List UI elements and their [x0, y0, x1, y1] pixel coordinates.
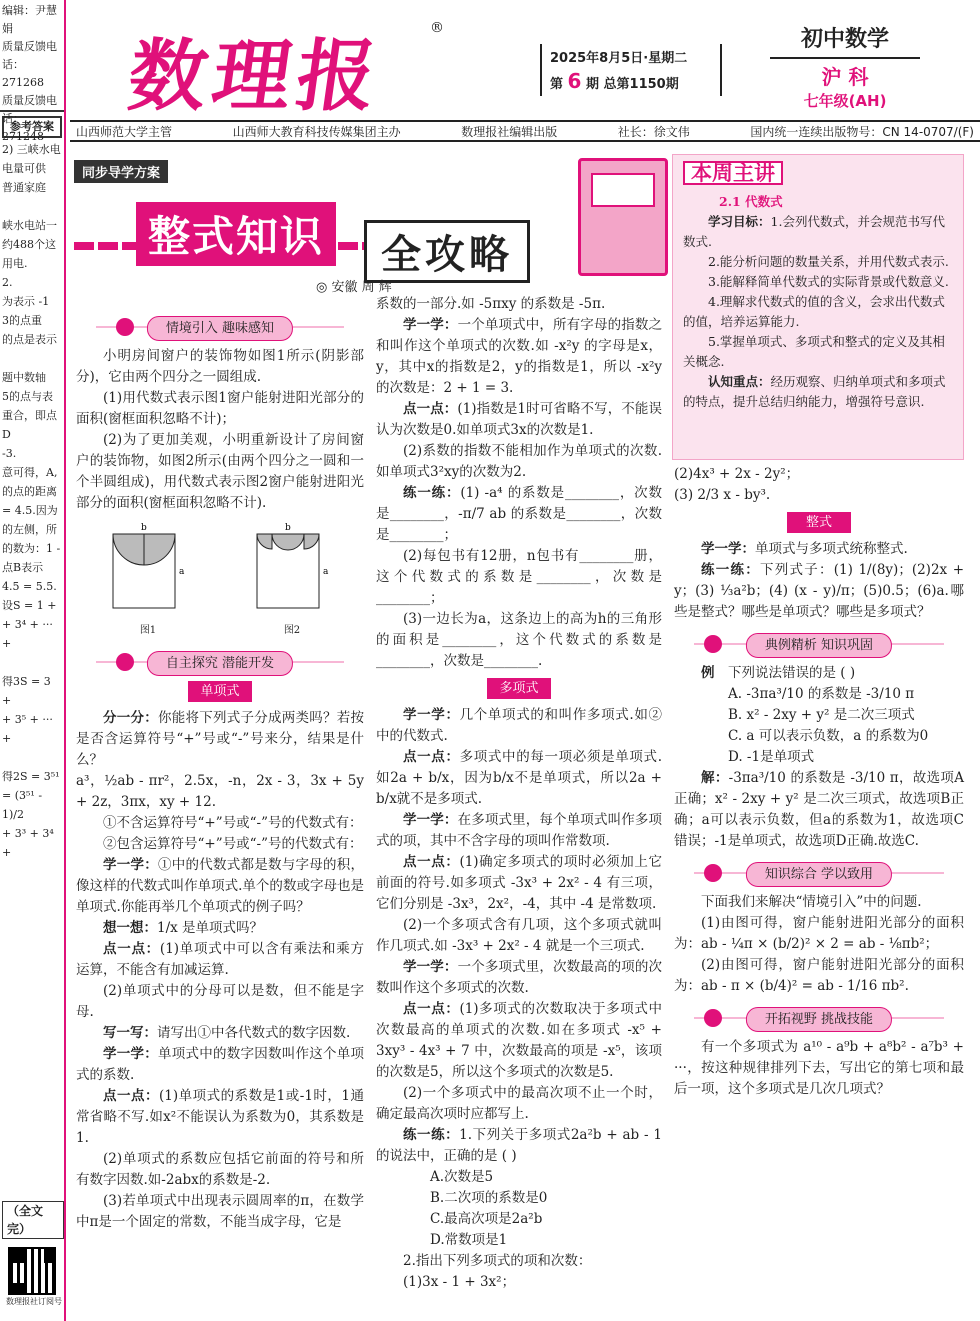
figure-caption: 图2: [283, 625, 301, 636]
issue-date: 2025年8月5日·星期二: [550, 51, 688, 66]
grade: 七年级(AH): [803, 92, 887, 110]
goal: 4.理解求代数式的值的含义，会求出代数式的值，培养运算能力.: [683, 294, 945, 329]
lead-label: 练一练：: [403, 485, 461, 501]
section-title: 情境引入 趣味感知: [147, 316, 293, 341]
option: B. x² - 2xy + y² 是二次三项式: [728, 707, 915, 723]
weekly-lecture-box: [672, 154, 964, 460]
lead-label: 学一学：: [403, 707, 460, 723]
feedback-label: 质量反馈电话：: [2, 40, 57, 71]
figure-caption: 图1: [139, 625, 157, 636]
option: B.二次项的系数是0: [430, 1190, 548, 1206]
lead-label: 学一学：: [103, 1046, 158, 1062]
subject: 初中数学: [770, 22, 920, 59]
paragraph: 多项式中的每一项必须是单项式.如2a + b/x，因为b/x不是单项式，所以2a + b/x就不是多项式.: [376, 749, 663, 807]
paragraph: (2)为了更加美观，小明重新设计了房间窗户的装饰物，如图2所示(由两个四分之一圆和一个半圆组成)，用代数式表示图2窗户能射进阳光部分的面积(窗框面积忽略不计).: [76, 432, 364, 511]
goal: 5.掌握单项式、多项式和整式的定义及其相关概念.: [683, 334, 945, 369]
lead-label: 认知重点：: [708, 374, 771, 389]
notebook-icon: [578, 158, 668, 276]
lead-label: 点一点：: [403, 401, 458, 417]
chapter-title: 2.1 代数式: [719, 194, 783, 209]
label-b: b: [141, 523, 147, 533]
issue-label: 第: [550, 77, 564, 92]
answers-fragment: 2) 三峡水电 电量可供 普通家庭 峡水电站一 约488个这 用电. 2. 为表示 -1 3的点重 的点是表示 题中数轴 5的点与表 重合，即点D -3. 意可得，A, 的点的距离 = 4.5.因为 的左侧，所 的数为：1 - 点B表示 4.5 = 5.5. 设S = 1 + + 3⁴ + ··· + 得3S = 3 + + 3⁵ + ··· + 得2S = 3⁵¹ = (3⁵¹ - 1)/2 + 3³ + 3⁴ +: [2, 143, 61, 859]
figure-1: [103, 520, 193, 641]
option: D. -1是单项式: [728, 749, 815, 765]
column-3: [674, 464, 964, 1100]
option: A.次数是5: [430, 1169, 494, 1185]
paragraph: (2)单项式中的分母可以是数，但不能是字母.: [76, 983, 364, 1020]
box-heading: 单项式: [188, 681, 252, 702]
lead-label: 点一点：: [103, 1088, 160, 1104]
label-a: a: [179, 567, 185, 577]
goal: 3.能解释简单代数式的实际背景或代数意义.: [708, 274, 949, 289]
goal: 1.会列代数式，并会规范书写代数式.: [683, 214, 945, 249]
paragraph: (1)3x - 1 + 3x²；: [403, 1274, 516, 1290]
lead-label: 学习目标：: [708, 214, 771, 229]
info-item: 山西师大教育科技传媒集团主办: [232, 124, 401, 139]
section-title: 知识综合 学以致用: [746, 862, 892, 887]
paragraph: (3)一边长为a，这条边上的高为h的三角形的面积是________，这个代数式的系数是________，次数是________.: [376, 611, 662, 669]
box-heading: 整式: [787, 512, 851, 533]
answers-heading: 参考答案: [2, 116, 62, 138]
info-item: 山西师范大学主管: [76, 124, 173, 139]
window-figures: [76, 520, 364, 641]
paragraph: (1)确定多项式的项时必须加上它前面的符号.如多项式 -3x³ + 2x² - 4 有三项，它们分别是 -3x³，2x²，-4，其中 -4 是常数项.: [376, 854, 663, 912]
expression-list: a³，½ab - πr²，2.5x，-n，2x - 3，3x + 5y + 2z，3πx，xy + 12.: [76, 773, 364, 810]
paragraph: 一个多项式里，次数最高的项的次数叫作这个多项式的次数.: [376, 959, 663, 996]
info-item: 国内统一连续出版物号：CN 14-0707/(F): [750, 124, 974, 139]
lead-label: 点一点：: [403, 1001, 460, 1017]
box-heading: 多项式: [487, 678, 551, 699]
paragraph: (1)单项式的系数是1或-1时，1通常省略不写.如x²不能误认为系数为0，其系数是1.: [76, 1088, 365, 1146]
paragraph: 请写出①中各代数式的数字因数.: [157, 1025, 351, 1041]
info-bar: [70, 120, 980, 142]
paragraph: 1.下列关于多项式2a²b + ab - 1的说法中，正确的是 ( ): [376, 1127, 663, 1164]
issue-unit: 期: [586, 77, 600, 92]
paragraph: 你能将下列式子分成两类吗？若按是否含运算符号“+”号或“-”号来分，结果是什么？: [76, 710, 364, 768]
paragraph: 下列式子：(1) 1/(8y)；(2)2x + y；(3) ⅓a²b；(4) (x - y)/π；(5)0.5；(6)a.哪些是整式？哪些是单项式？哪些是多项式？: [674, 562, 965, 620]
paragraph: 小明房间窗户的装饰物如图1所示(阴影部分)，它由两个四分之一圆组成.: [76, 348, 364, 385]
paragraph: (1) -a⁴ 的系数是________，次数是________，-π/7 ab 的系数是________，次数是________；: [376, 485, 662, 543]
section-bar: [674, 1003, 964, 1031]
subject-box: [770, 22, 920, 111]
window-diagram-2: [247, 520, 337, 620]
option: C.最高次项是2a²b: [430, 1211, 543, 1227]
left-strip: [0, 0, 66, 1321]
label-a: a: [323, 567, 329, 577]
lead-label: 点一点：: [403, 854, 460, 870]
paragraph: 单项式与多项式统称整式.: [755, 541, 908, 557]
feedback-label: 质量反馈电话：: [2, 94, 57, 125]
paragraph: (1)用代数式表示图1窗户能射进阳光部分的面积(窗框面积忽略不计)；: [76, 390, 364, 427]
paragraph: (2)由图可得，窗户能射进阳光部分的面积为：ab - π × (b/4)² = ab - 1/16 πb².: [674, 957, 964, 994]
lead-label: 练一练：: [403, 1127, 460, 1143]
lead-label: 写一写：: [103, 1025, 157, 1041]
qr-caption: 数理报社订阅号: [6, 1297, 62, 1306]
paragraph: ①不含运算符号“+”号或“-”号的代数式有：: [103, 815, 363, 831]
paragraph: 下列说法错误的是 ( ): [728, 665, 856, 681]
lead-label: 解：: [701, 770, 729, 786]
paragraph: 一个单项式中，所有字母的指数之和叫作这个单项式的次数.如 -x²y 的字母是x，y，其中x的指数是2，y的指数是1，所以 -x²y 的次数是：2 + 1 = 3.: [376, 317, 663, 396]
author-line: ◎ 安徽 周 辉: [316, 280, 392, 295]
banner-title-1: 整式知识: [136, 202, 336, 266]
lead-label: 例: [701, 665, 715, 681]
paragraph: (2)一个多项式含有几项，这个多项式就叫作几项式.如 -3x³ + 2x² - 4 就是一个三项式.: [376, 917, 662, 954]
paragraph: (3)若单项式中出现表示圆周率的π，在数学中π是一个固定的常数，不能当成字母，它是: [76, 1193, 364, 1230]
column-1: [76, 306, 364, 1233]
lead-label: 点一点：: [403, 749, 460, 765]
lead-label: 学一学：: [403, 959, 458, 975]
paragraph: (2)一个多项式中的最高次项不止一个时，确定最高次项时应都写上.: [376, 1085, 662, 1122]
feedback-phone: 271248: [2, 130, 44, 143]
newspaper-logo: 数理报: [122, 32, 388, 122]
paragraph: (2)系数的指数不能相加作为单项式的次数.如单项式3²xy的次数为2.: [376, 443, 662, 480]
section-title: 典例精析 知识巩固: [746, 633, 892, 658]
paragraph: 系数的一部分.如 -5πxy 的系数是 -5π.: [376, 296, 606, 312]
column-2: [376, 294, 662, 1293]
paragraph: (2)4x³ + 2x - 2y²；: [674, 466, 800, 482]
key-point: 经历观察、归纳单项式和多项式的特点，提升总结归纳能力，增强符号意识.: [683, 374, 946, 409]
goal: 2.能分析问题的数量关系，并用代数式表示.: [708, 254, 949, 269]
paragraph: 在多项式里，每个单项式叫作多项式的项，其中不含字母的项叫作常数项.: [376, 812, 663, 849]
section-title: 开拓视野 挑战技能: [746, 1007, 892, 1032]
paragraph: 单项式中的数字因数叫作这个单项式的系数.: [76, 1046, 364, 1083]
paragraph: (2)每包书有12册，n包书有________册，这个代数式的系数是________，次数是________；: [376, 548, 662, 606]
masthead: [70, 0, 980, 122]
label-b: b: [285, 523, 291, 533]
paragraph: (3) 2/3 x - by³.: [674, 487, 771, 503]
feedback-phone: 271268: [2, 76, 44, 89]
paragraph: 1/x 是单项式吗？: [157, 920, 264, 936]
lead-label: 学一学：: [701, 541, 755, 557]
date-box: [540, 44, 722, 96]
qr-code[interactable]: [8, 1247, 56, 1295]
paragraph: (1)指数是1时可省略不写，不能误认为次数是0.如单项式3x的次数是1.: [376, 401, 663, 438]
edition: 沪 科: [821, 65, 869, 89]
window-diagram-1: [103, 520, 193, 620]
weekly-heading: 本周主讲: [683, 161, 783, 185]
figure-2: [247, 520, 337, 641]
lead-label: 想一想：: [103, 920, 157, 936]
lead-label: 学一学：: [403, 812, 458, 828]
info-item: 社长：徐文伟: [617, 124, 690, 139]
paragraph: (1)由图可得，窗户能射进阳光部分的面积为：ab - ¼π × (b/2)² × 2 = ab - ⅛πb²；: [674, 915, 964, 952]
option: C. a 可以表示负数，a 的系数为0: [728, 728, 929, 744]
lead-label: 分一分：: [103, 710, 158, 726]
paragraph: 有一个多项式为 a¹⁰ - a⁹b + a⁸b² - a⁷b³ + ···，按这种规律排列下去，写出它的第七项和最后一项，这个多项式是几次几项式？: [674, 1039, 964, 1097]
section-bar: [76, 647, 364, 675]
registered-mark: ®: [430, 20, 444, 36]
banner-title-2: 全攻略: [364, 220, 530, 283]
lead-label: 学一学：: [403, 317, 458, 333]
section-title: 自主探究 潜能开发: [147, 651, 293, 676]
paragraph: 几个单项式的和叫作多项式.如②中的代数式.: [376, 707, 663, 744]
lead-label: 点一点：: [103, 941, 160, 957]
issue-number: 6: [567, 69, 582, 93]
section-bar: [674, 858, 964, 886]
paragraph: 2.指出下列多项式的项和次数：: [403, 1253, 592, 1269]
issue-line: [550, 70, 712, 96]
option: A. -3πa³/10 的系数是 -3/10 π: [728, 686, 915, 702]
paragraph: ①中的代数式都是数与字母的积，像这样的代数式叫作单项式.单个的数或字母也是单项式.你能再举几个单项式的例子吗？: [76, 857, 364, 915]
end-label: （全文完）: [2, 1201, 64, 1239]
section-bar: [76, 312, 364, 340]
paragraph: -3πa³/10 的系数是 -3/10 π，故选项A正确；x² - 2xy + y² 是二次三项式，故选项B正确；a可以表示负数，但a的系数为1，故选项C错误；-1是单项式，故选项D正确.故选C.: [674, 770, 965, 849]
total-issue: 总第1150期: [603, 77, 679, 92]
banner-tag: 同步导学方案: [74, 160, 168, 183]
info-item: 数理报社编辑出版: [461, 124, 558, 139]
paragraph: 下面我们来解决“情境引入”中的问题.: [701, 894, 922, 910]
lead-label: 学一学：: [103, 857, 158, 873]
option: D.常数项是1: [430, 1232, 508, 1248]
editor-line: 编辑：尹慧娟: [2, 4, 57, 35]
paragraph: (1)多项式的次数取决于多项式中次数最高的单项式的次数.如在多项式 -x⁵ + 3xy³ - 4x³ + 7 中，次数最高的项是 -x⁵，该项的次数是5，所以这个多项式的次数是5.: [376, 1001, 663, 1080]
paragraph: (2)单项式的系数应包括它前面的符号和所有数字因数.如-2abx的系数是-2.: [76, 1151, 364, 1188]
paragraph: ②包含运算符号“+”号或“-”号的代数式有：: [103, 836, 363, 852]
section-bar: [674, 629, 964, 657]
lead-label: 练一练：: [701, 562, 761, 578]
paragraph: (1)单项式中可以含有乘法和乘方运算，不能含有加减运算.: [76, 941, 365, 978]
feature-banner: [74, 150, 670, 292]
